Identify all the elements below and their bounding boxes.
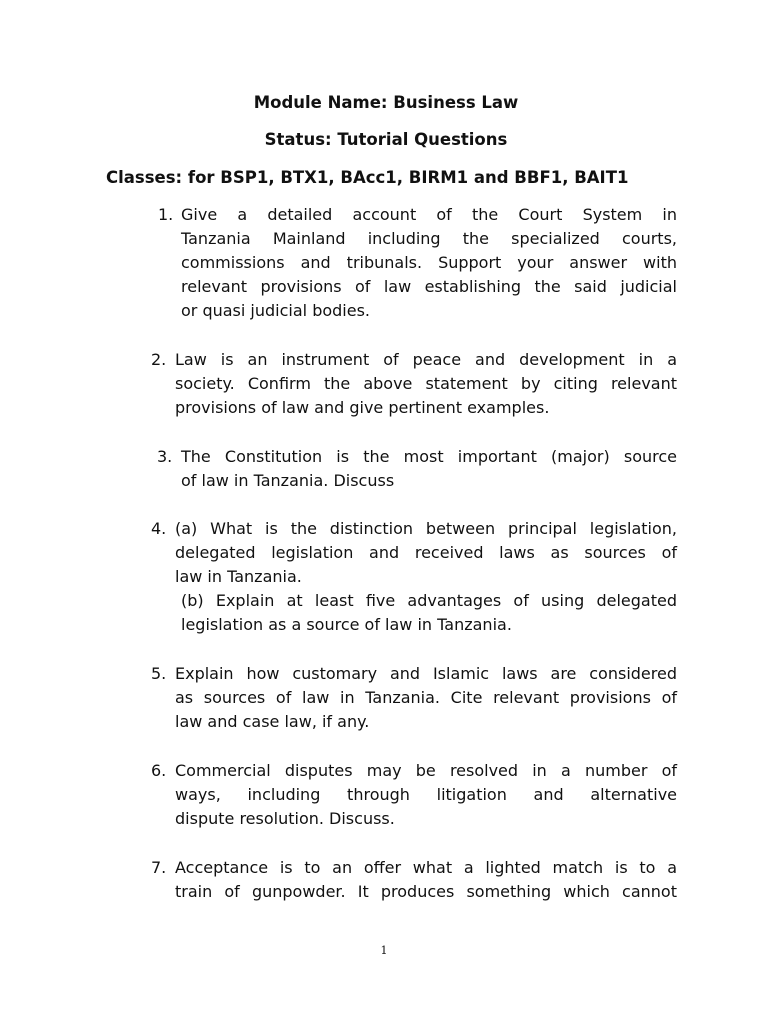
- question-number: 6.: [151, 761, 167, 780]
- question-line: provisions of law and give pertinent examples.: [175, 398, 550, 417]
- question-text: [175, 662, 677, 734]
- question-number: 3.: [157, 447, 173, 466]
- page-number: 1: [380, 944, 388, 957]
- question-line: or quasi judicial bodies.: [181, 301, 370, 320]
- question-line: Tanzania Mainland including the specialized courts,: [181, 229, 677, 248]
- question-line: Commercial disputes may be resolved in a number of: [175, 761, 677, 780]
- question-line: as sources of law in Tanzania. Cite relevant provisions of: [175, 688, 677, 707]
- question-text: [181, 203, 677, 323]
- question-line: (a) What is the distinction between principal legislation,: [175, 519, 677, 538]
- question-line: dispute resolution. Discuss.: [175, 809, 395, 828]
- question-number: 7.: [151, 858, 167, 877]
- question-number: 2.: [151, 350, 167, 369]
- question-line: of law in Tanzania. Discuss: [181, 471, 395, 490]
- question-line: Give a detailed account of the Court System in: [181, 205, 677, 224]
- question-text: [175, 759, 677, 831]
- question-number: 5.: [151, 664, 167, 683]
- question-line: Explain how customary and Islamic laws are considered: [175, 664, 677, 683]
- question-line: law and case law, if any.: [175, 712, 370, 731]
- question-text: [175, 348, 677, 420]
- module-name-heading: Module Name: Business Law: [253, 93, 519, 112]
- question-line: delegated legislation and received laws as sources of: [175, 543, 677, 562]
- question-line: (b) Explain at least five advantages of using delegated: [181, 591, 677, 610]
- question-line: ways, including through litigation and alternative: [175, 785, 677, 804]
- question-number: 4.: [151, 519, 167, 538]
- question-line: relevant provisions of law establishing the said judicial: [181, 277, 677, 296]
- question-subpart-b: [181, 589, 677, 637]
- status-heading: Status: Tutorial Questions: [264, 130, 508, 149]
- question-line: The Constitution is the most important (major) source: [181, 447, 677, 466]
- question-line: commissions and tribunals. Support your answer with: [181, 253, 677, 272]
- question-line: legislation as a source of law in Tanzania.: [181, 615, 512, 634]
- question-text: [181, 445, 677, 493]
- question-text: [175, 517, 677, 589]
- question-text: [175, 856, 677, 904]
- question-line: train of gunpowder. It produces something which cannot: [175, 882, 677, 901]
- question-line: society. Confirm the above statement by citing relevant: [175, 374, 677, 393]
- classes-heading-text: Classes: for BSP1, BTX1, BAcc1, BIRM1 and BBF1, BAIT1: [106, 168, 629, 187]
- question-number: 1.: [158, 205, 174, 224]
- question-line: Law is an instrument of peace and development in a: [175, 350, 677, 369]
- question-line: Acceptance is to an offer what a lighted match is to a: [175, 858, 677, 877]
- question-line: law in Tanzania.: [175, 567, 302, 586]
